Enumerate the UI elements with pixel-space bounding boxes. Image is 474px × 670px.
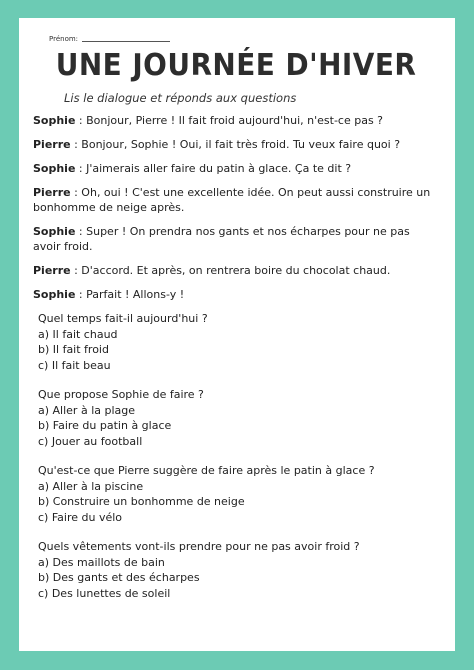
dialogue-line bbox=[33, 113, 439, 128]
dialogue-text: : Bonjour, Sophie ! Oui, il fait très froid. Tu veux faire quoi ? bbox=[70, 138, 401, 151]
answer-option: b) Il fait froid bbox=[38, 343, 109, 356]
question-text: Que propose Sophie de faire ? bbox=[38, 388, 204, 401]
answer-option: b) Construire un bonhomme de neige bbox=[38, 495, 245, 508]
question-block bbox=[38, 311, 439, 373]
answer-option: c) Des lunettes de soleil bbox=[38, 586, 171, 600]
worksheet-page bbox=[19, 18, 455, 651]
dialogue-line bbox=[33, 161, 439, 176]
answer-option: c) Il fait beau bbox=[38, 358, 111, 372]
dialogue-line bbox=[33, 224, 439, 254]
answer-option: c) Faire du vélo bbox=[38, 510, 123, 524]
question-block bbox=[38, 539, 439, 601]
question-block bbox=[38, 463, 439, 525]
dialogue-line bbox=[33, 137, 439, 152]
question-text: Qu'est-ce que Pierre suggère de faire après le patin à glace ? bbox=[38, 464, 375, 477]
name-field-row bbox=[49, 35, 439, 43]
speaker-name: Sophie bbox=[33, 162, 76, 175]
answer-option: a) Aller à la plage bbox=[38, 403, 136, 417]
instruction-text: Lis le dialogue et réponds aux questions bbox=[64, 91, 297, 105]
answer-option: a) Des maillots de bain bbox=[38, 555, 165, 569]
dialogue-line bbox=[33, 185, 439, 215]
dialogue-section bbox=[33, 113, 439, 302]
page-title: UNE JOURNÉE D'HIVER bbox=[55, 48, 417, 83]
dialogue-text: : Super ! On prendra nos gants et nos écharpes pour ne pas avoir froid. bbox=[33, 225, 410, 253]
name-blank-line bbox=[82, 40, 170, 42]
dialogue-text: : Parfait ! Allons-y ! bbox=[75, 288, 185, 301]
dialogue-line bbox=[33, 287, 439, 302]
answer-option: c) Jouer au football bbox=[38, 434, 143, 448]
question-text: Quels vêtements vont-ils prendre pour ne pas avoir froid ? bbox=[38, 540, 360, 553]
dialogue-text: : J'aimerais aller faire du patin à glace. Ça te dit ? bbox=[75, 162, 352, 175]
dialogue-line bbox=[33, 263, 439, 278]
speaker-name: Pierre bbox=[33, 138, 71, 151]
answer-option: a) Il fait chaud bbox=[38, 327, 118, 341]
question-block bbox=[38, 387, 439, 449]
dialogue-text: : D'accord. Et après, on rentrera boire du chocolat chaud. bbox=[70, 264, 391, 277]
speaker-name: Sophie bbox=[33, 288, 76, 301]
speaker-name: Pierre bbox=[33, 186, 71, 199]
dialogue-text: : Oh, oui ! C'est une excellente idée. On peut aussi construire un bonhomme de neige après. bbox=[33, 186, 431, 214]
answer-option: a) Aller à la piscine bbox=[38, 479, 144, 493]
questions-section bbox=[38, 311, 439, 601]
dialogue-text: : Bonjour, Pierre ! Il fait froid aujourd'hui, n'est-ce pas ? bbox=[75, 114, 384, 127]
speaker-name: Pierre bbox=[33, 264, 71, 277]
name-label: Prénom: bbox=[49, 35, 79, 43]
speaker-name: Sophie bbox=[33, 114, 76, 127]
speaker-name: Sophie bbox=[33, 225, 76, 238]
question-text: Quel temps fait-il aujourd'hui ? bbox=[38, 312, 208, 325]
answer-option: b) Faire du patin à glace bbox=[38, 419, 172, 432]
answer-option: b) Des gants et des écharpes bbox=[38, 571, 200, 584]
